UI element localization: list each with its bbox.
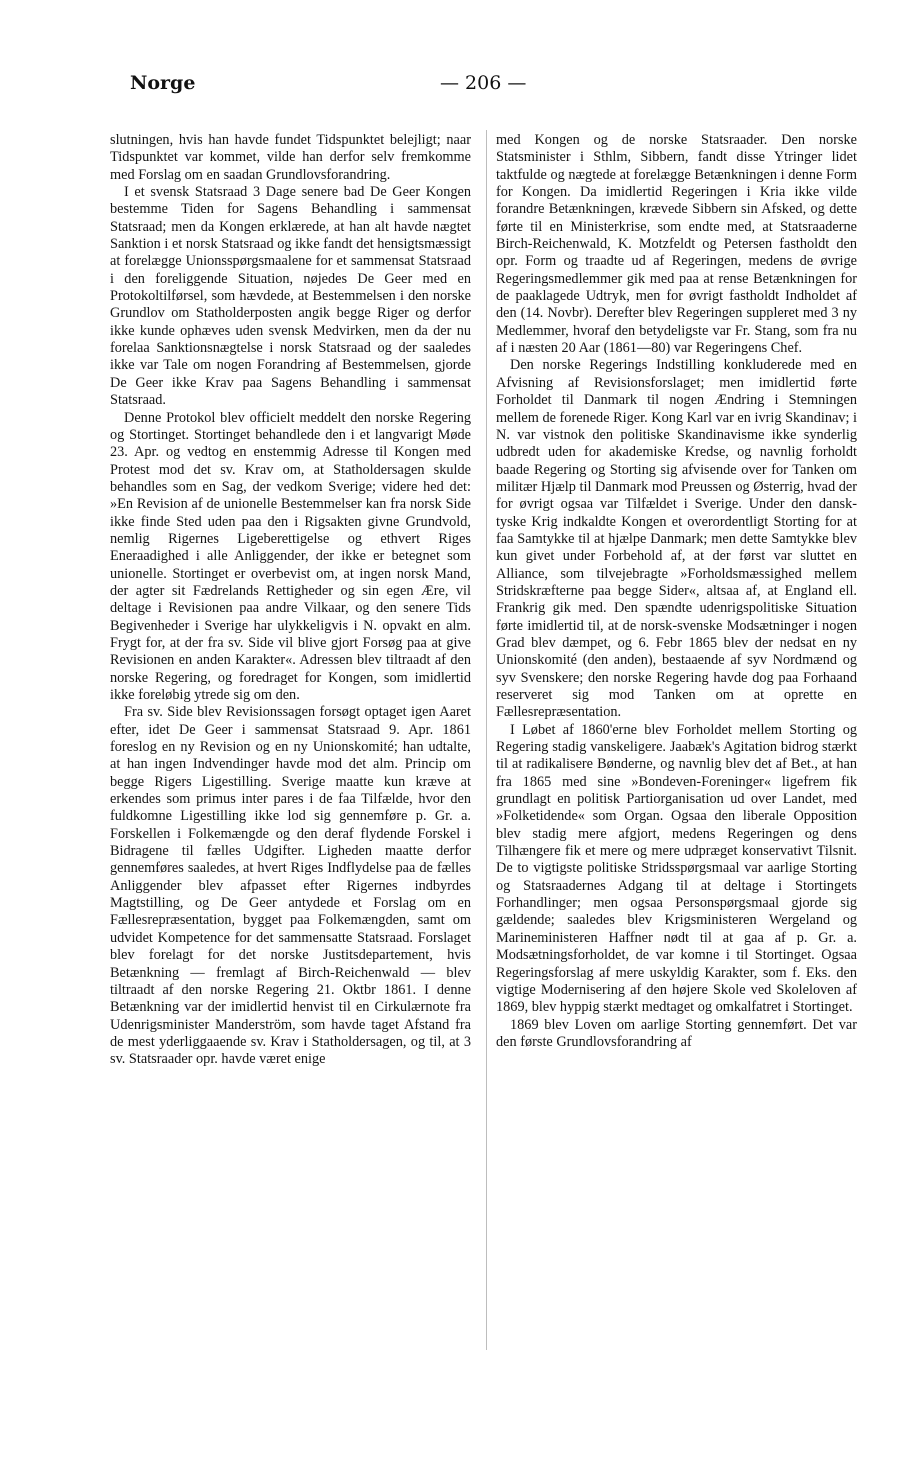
running-header bbox=[118, 72, 860, 102]
left-column bbox=[110, 132, 471, 1069]
section-title: Norge bbox=[130, 72, 196, 94]
paragraph: I et svensk Statsraad 3 Dage senere bad De Geer Kongen bestemme Tiden for Sagens Behandling i sammensat Statsraad; men da Kongen erklærede, at han alt havde nægtet Sanktion i et norsk Statsraad og ikke fandt det hensigtsmæssigt at forelægge Unionsspørgsmaalene for et sammensat Statsraad i den foreliggende Situation, nøjedes De Geer med en Protokoltilførsel, som hævdede, at Bestemmelsen i den norske Grundlov om Statholderposten angik begge Riger og derfor ikke kunde ophæves uden svensk Medvirken, men da der nu forelaa Sanktionsnægtelse i norsk Statsraad og der saaledes ikke var Tale om nogen Forandring af Bestemmelsen, gjorde De Geer ikke Krav paa Sagens Behandling i sammensat Statsraad. bbox=[110, 184, 471, 409]
paragraph: Den norske Regerings Indstilling konkluderede med en Afvisning af Revisionsforslaget; men imidlertid førte Forholdet til Danmark til nogen Ændring i Stemningen mellem de forenede Riger. Kong Karl var en ivrig Skandinav; i N. var vistnok den politiske Skandinavisme ikke synderlig udbredt uden for akademiske Kredse, og navnlig forholdt baade Regering og Storting sig afvisende over for Tanken om militær Hjælp til Danmark mod Preussen og Østerrig, hvad der for øvrigt ogsaa var Tilfældet i Sverige. Under den dansk-tyske Krig indkaldte Kongen et overordentligt Storting for at faa Samtykke til at hjælpe Danmark; men dette Samtykke blev kun givet under Forbehold af, at der først var sluttet en Alliance, som tilvejebragte »Forholdsmæssighed mellem Stridskræfterne paa begge Sider«, altsaa af, at England ell. Frankrig gik med. Den spændte udenrigspolitiske Situation førte imidlertid til, at de norsk-svenske Modsætninger i nogen Grad blev dæmpet, og 6. Febr 1865 blev der nedsat en ny Unionskomité (den anden), bestaaende af syv Nordmænd og syv Svenskere; den norske Regering havde dog paa Forhaand reserveret sig mod Tanken om at oprette en Fællesrepræsentation. bbox=[496, 357, 857, 721]
paragraph: Denne Protokol blev officielt meddelt den norske Regering og Stortinget. Stortinget behandlede den i et langvarigt Møde 23. Apr. og vedtog en enstemmig Adresse til Kongen med Protest mod det sv. Krav om, at Statholdersagen skulde behandles som en Sag, der vedkom Sverige; videre hed det: »En Revision af de unionelle Bestemmelser kan fra norsk Side ikke finde Sted uden paa den i Rigsakten givne Grundvold, nemlig Rigernes Ligeberettigelse og ethvert Riges Eneraadighed i alle Anliggender, der ikke er betegnet som unionelle. Stortinget er overbevist om, at ingen norsk Mand, der agter sit Fædrelands Rettigheder og sin egen Ære, vil deltage i Revisionen paa andre Vilkaar, og den senere Tids Begivenheder i Sverige har ulykkeligvis i N. opvakt en alm. Frygt for, at der fra sv. Side vil blive gjort Forsøg paa at give Revisionen en anden Karakter«. Adressen blev tiltraadt af den norske Regering, og foredraget for Kongen, som imidlertid ikke foreløbig ytrede sig om den. bbox=[110, 409, 471, 703]
paragraph: med Kongen og de norske Statsraader. Den norske Statsminister i Sthlm, Sibbern, fandt disse Ytringer lidet taktfulde og nægtede at forelægge Betænkningen i denne Form for Kongen. Da imidlertid Regeringen i Kria ikke vilde forandre Betænkningen, krævede Sibbern sin Afsked, og dette førte til en Ministerkrise, som endte med, at Statsraaderne Birch-Reichenwald, K. Motzfeldt og Petersen fastholdt den opr. Form og traadte ud af Regeringen, medens de øvrige Regeringsmedlemmer gik med paa at rense Betænkningen for de paaklagede Udtryk, men for øvrigt fastholdt Indholdet af den (14. Novbr). Derefter blev Regeringen suppleret med 3 ny Medlemmer, hvoraf den betydeligste var Fr. Stang, som fra nu af i næsten 20 Aar (1861—80) var Regeringens Chef. bbox=[496, 132, 857, 357]
paragraph: 1869 blev Loven om aarlige Storting gennemført. Det var den første Grundlovsforandring af bbox=[496, 1016, 857, 1050]
column-divider bbox=[486, 130, 487, 1350]
page-number: — 206 — bbox=[440, 72, 527, 94]
paragraph: slutningen, hvis han havde fundet Tidspunktet belejligt; naar Tidspunktet var kommet, vilde han derfor selv fremkomme med Forslag om en saadan Grundlovsforandring. bbox=[110, 132, 471, 183]
paragraph: Fra sv. Side blev Revisionssagen forsøgt optaget igen Aaret efter, idet De Geer i sammensat Statsraad 9. Apr. 1861 foreslog en ny Revision og en ny Unionskomité; han udtalte, at han ingen Indvendinger havde mod det alm. Princip om begge Rigers Ligestilling. Sverige maatte kun kræve at erkendes som primus inter pares i de faa Tilfælde, hvor den fuldkomne Ligestilling ikke lod sig gennemføre p. Gr. a. Forskellen i Folkemængde og den deraf flydende Forskel i Bidragene til fælles Udgifter. Ligheden maatte derfor gennemføres saaledes, at hvert Riges Indflydelse paa de fælles Anliggender blev afpasset efter Rigernes indbyrdes Magtstilling, og De Geer antydede et Forslag om en Fællesrepræsentation, bygget paa Folkemængden, samt om udvidet Kompetence for det sammensatte Statsraad. Forslaget blev forelagt for det norske Justitsdepartement, hvis Betænkning — fremlagt af Birch-Reichenwald — blev tiltraadt af den norske Regering 21. Oktbr 1861. I denne Betænkning var der imidlertid henvist til en Cirkulærnote fra Udenrigsminister Manderström, som havde taget Afstand fra de mest yderliggaaende sv. Krav i Statholdersagen, og til, at 3 sv. Statsraader opr. havde været enige bbox=[110, 704, 471, 1068]
right-column bbox=[496, 132, 857, 1051]
paragraph: I Løbet af 1860'erne blev Forholdet mellem Storting og Regering stadig vanskeligere. Jaabæk's Agitation bidrog stærkt til at radikalisere Bønderne, og navnlig blev det af Bet., at han fra 1865 med sine »Bondeven-Foreninger« ligefrem fik grundlagt en politisk Partiorganisation ud over Landet, med »Folketidende« som Organ. Ogsaa den liberale Opposition blev stadig mere afgjort, medens Regeringen og dens Tilhængere fik et mere og mere udpræget konservativt Tilsnit. De to vigtigste politiske Stridsspørgsmaal var aarlige Storting og Statsraadernes Adgang til at deltage i Stortingets Forhandlinger; men ogsaa Personspørgsmaal gjorde sig gældende; saaledes blev Krigsministeren Wergeland og Marineministeren Haffner nødt til at gaa af p. Gr. a. Modsætningsforholdet, de var komne i til Stortinget. Ogsaa Regeringsforslag af mere uskyldig Karakter, som f. Eks. den vigtige Modernisering af den højere Skole ved Skoleloven af 1869, blev hyppig stærkt medtaget og omkalfatret i Stortinget. bbox=[496, 721, 857, 1016]
